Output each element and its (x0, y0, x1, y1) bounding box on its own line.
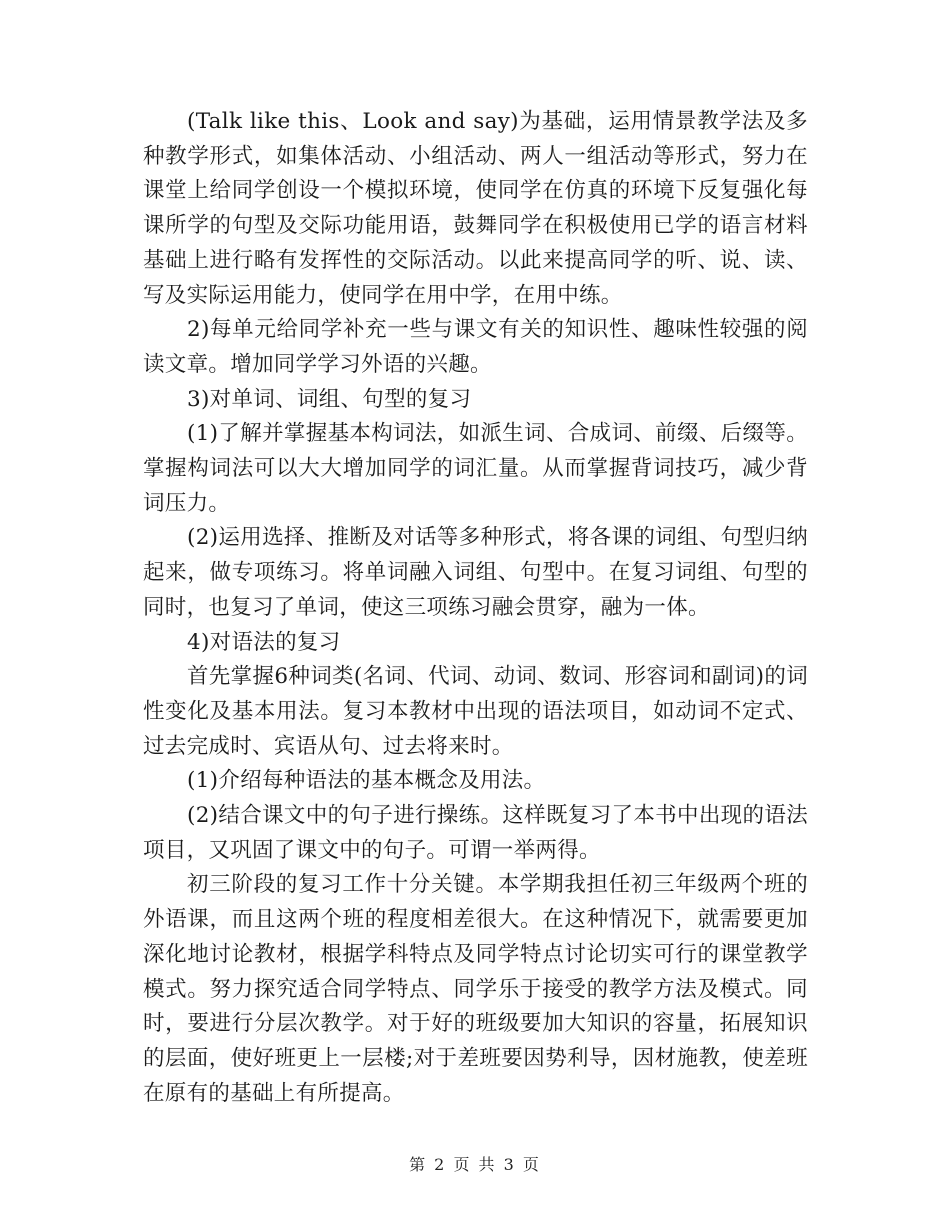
document-body (143, 105, 808, 1111)
paragraph-intro-continued: (Talk like this、Look and say)为基础，运用情景教学法及多种教学形式，如集体活动、小组活动、两人一组活动等形式，努力在课堂上给同学创设一个模拟环境，使同学在仿真的环境下反复强化每课所学的句型及交际功能用语，鼓舞同学在积极使用已学的语言材料基础上进行略有发挥性的交际活动。以此来提高同学的听、说、读、写及实际运用能力，使同学在用中学，在用中练。 (143, 109, 808, 308)
paragraph-item-3-1: (1)了解并掌握基本构词法，如派生词、合成词、前缀、后缀等。掌握构词法可以大大增加同学的词汇量。从而掌握背词技巧，减少背词压力。 (143, 421, 808, 516)
paragraph-grammar-overview: 首先掌握6种词类(名词、代词、动词、数词、形容词和副词)的词性变化及基本用法。复习本教材中出现的语法项目，如动词不定式、过去完成时、宾语从句、过去将来时。 (143, 664, 808, 759)
paragraph-item-4-2: (2)结合课文中的句子进行操练。这样既复习了本书中出现的语法项目，又巩固了课文中的句子。可谓一举两得。 (143, 803, 808, 863)
paragraph-item-2: 2)每单元给同学补充一些与课文有关的知识性、趣味性较强的阅读文章。增加同学学习外语的兴趣。 (143, 317, 808, 377)
paragraph-grade-three-review: 初三阶段的复习工作十分关键。本学期我担任初三年级两个班的外语课，而且这两个班的程度相差很大。在这种情况下，就需要更加深化地讨论教材，根据学科特点及同学特点讨论切实可行的课堂教学模式。努力探究适合同学特点、同学乐于接受的教学方法及模式。同时，要进行分层次教学。对于好的班级要加大知识的容量，拓展知识的层面，使好班更上一层楼;对于差班要因势利导，因材施教，使差班在原有的基础上有所提高。 (143, 872, 808, 1106)
paragraph-item-3-2: (2)运用选择、推断及对话等多种形式，将各课的词组、句型归纳起来，做专项练习。将单词融入词组、句型中。在复习词组、句型的同时，也复习了单词，使这三项练习融会贯穿，融为一体。 (143, 525, 808, 620)
page-number-footer: 第 2 页 共 3 页 (409, 1155, 541, 1174)
paragraph-item-3-heading: 3)对单词、词组、句型的复习 (187, 386, 472, 412)
paragraph-item-4-heading: 4)对语法的复习 (187, 629, 341, 655)
paragraph-item-4-1: (1)介绍每种语法的基本概念及用法。 (187, 768, 546, 794)
